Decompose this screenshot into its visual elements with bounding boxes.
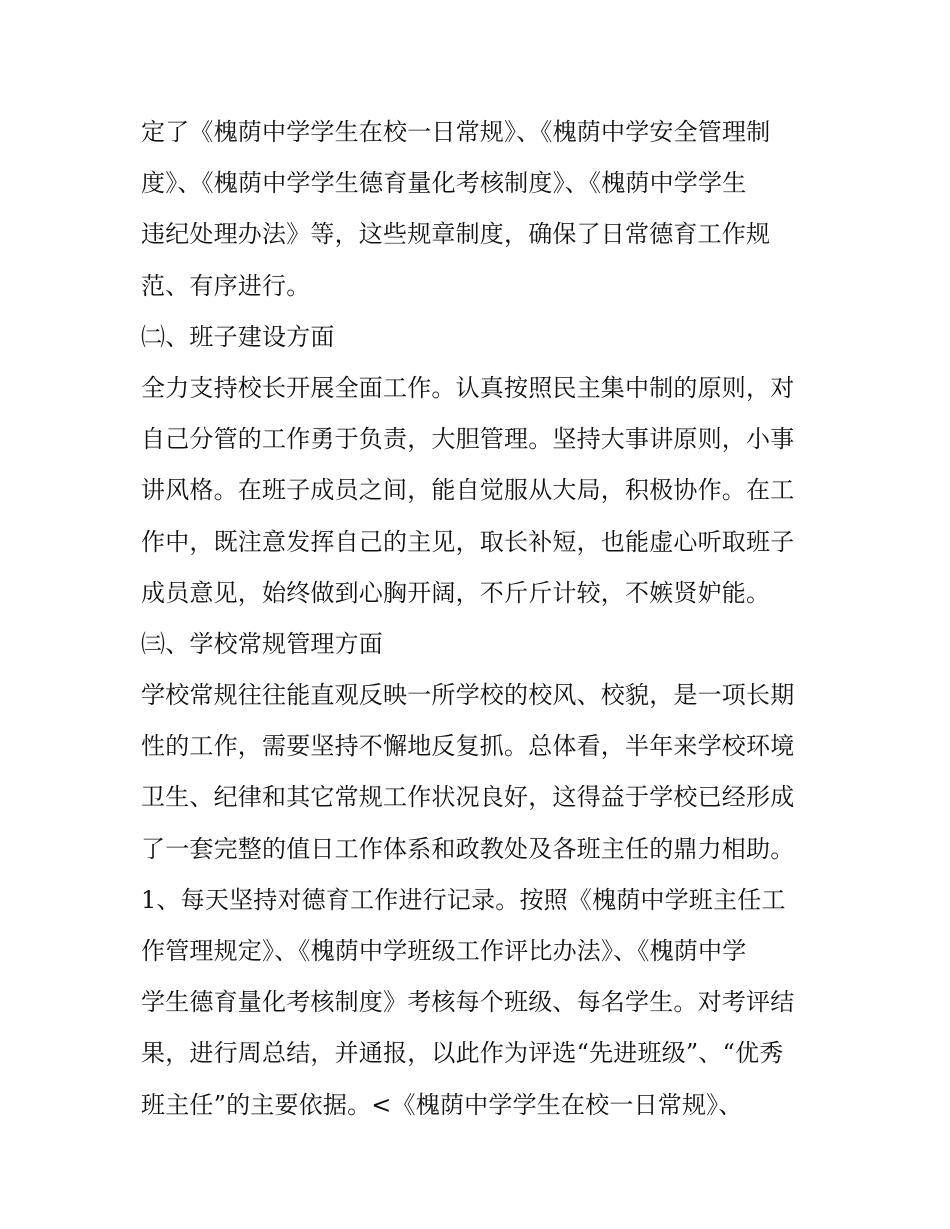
list-item-1-line-4: 果，进行周总结，并通报，以此作为评选“先进班级”、“优秀	[141, 1039, 784, 1068]
list-item-1-line-1: 1、每天坚持对德育工作进行记录。按照《槐荫中学班主任工	[141, 885, 786, 914]
body-line-7: 自己分管的工作勇于负责，大胆管理。坚持大事讲原则，小事	[141, 425, 795, 454]
body-line-9: 作中，既注意发挥自己的主见，取长补短，也能虚心听取班子	[141, 527, 795, 556]
body-line-4: 范、有序进行。	[141, 271, 311, 300]
body-line-6: 全力支持校长开展全面工作。认真按照民主集中制的原则，对	[141, 373, 795, 402]
body-line-14: 卫生、纪律和其它常规工作状况良好，这得益于学校已经形成	[141, 783, 795, 812]
body-line-12: 学校常规往往能直观反映一所学校的校风、校貌，是一项长期	[141, 681, 795, 710]
body-line-15: 了一套完整的值日工作体系和政教处及各班主任的鼎力相助。	[141, 834, 795, 863]
body-line-3: 违纪处理办法》等，这些规章制度，确保了日常德育工作规	[141, 220, 771, 249]
body-line-10: 成员意见，始终做到心胸开阔，不斤斤计较，不嫉贤妒能。	[141, 578, 771, 607]
list-item-1-line-2: 作管理规定》、《槐荫中学班级工作评比办法》、《槐荫中学	[141, 937, 747, 965]
body-line-8: 讲风格。在班子成员之间，能自觉服从大局，积极协作。在工	[141, 476, 795, 505]
document-body	[141, 107, 821, 1131]
list-item-1-line-3: 学生德育量化考核制度》考核每个班级、每名学生。对考评结	[141, 988, 795, 1017]
body-line-2: 度》、《槐荫中学学生德育量化考核制度》、《槐荫中学学生	[141, 169, 747, 198]
section-heading-routine-management: ㈢、学校常规管理方面	[141, 629, 383, 658]
body-line-13: 性的工作，需要坚持不懈地反复抓。总体看，半年来学校环境	[141, 732, 795, 761]
list-item-1-line-5: 班主任”的主要依据。<《槐荫中学学生在校一日常规》、	[141, 1090, 743, 1119]
section-heading-team-building: ㈡、班子建设方面	[141, 322, 335, 351]
body-line-1: 定了《槐荫中学学生在校一日常规》、《槐荫中学安全管理制	[141, 118, 771, 146]
